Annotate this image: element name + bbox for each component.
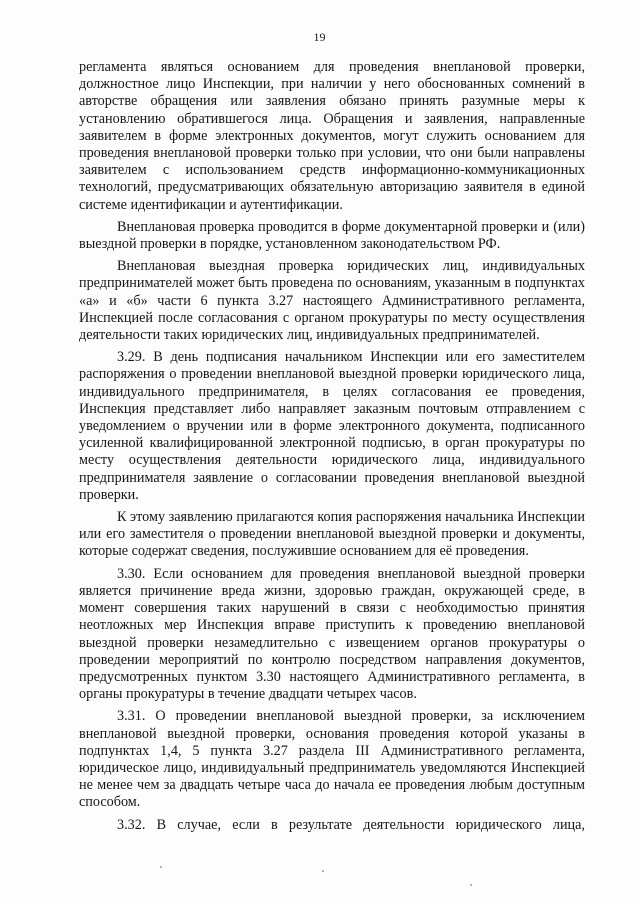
paragraph-3-29: 3.29. В день подписания начальником Инспекции или его заместителем распоряжения о проведении внеплановой выездной проверки юридического лица, индивидуального предпринимателя, в целях согласования ее проведения, Инспекция представляет либо направляет заказным почтовым отправлением с уведомлением о вручении или в форме электронного документа, подписанного усиленной квалифицированной электронной подписью, в орган прокуратуры по месту осуществления деятельности юридического лица, индивидуального предпринимателя заявление о согласовании проведения внеплановой выездной проверки. bbox=[79, 349, 585, 503]
scan-speck bbox=[470, 884, 472, 886]
paragraph-3-31: 3.31. О проведении внеплановой выездной проверки, за исключением внеплановой выездной проверки, основания проведения которой указаны в подпунктах 1,4, 5 пункта 3.27 раздела III Административного регламента, юридическое лицо, индивидуальный предприниматель уведомляются Инспекцией не менее чем за двадцать четыре часа до начала ее проведения любым доступным способом. bbox=[79, 708, 585, 811]
paragraph-3-32: 3.32. В случае, если в результате деятельности юридического лица, bbox=[117, 816, 585, 833]
scan-speck bbox=[322, 870, 324, 872]
paragraph-continuation: регламента являться основанием для проведения внеплановой проверки, должностное лицо Инспекции, при наличии у него обоснованных сомнений в авторстве обращения или заявления обязано принять разумные меры к установлению обратившегося лица. Обращения и заявления, направленные заявителем в форме электронных документов, могут служить основанием для проведения внеплановой проверки только при условии, что они были направлены заявителем с использованием средств информационно-коммуникационных технологий, предусматривающих обязательную авторизацию заявителя в единой системе идентификации и аутентификации. bbox=[79, 59, 585, 213]
paragraph-inspection-form: Внеплановая проверка проводится в форме документарной проверки и (или) выездной проверки в порядке, установленном законодательством РФ. bbox=[79, 218, 585, 253]
paragraph-onsite-inspection: Внеплановая выездная проверка юридических лиц, индивидуальных предпринимателей может быть проведена по основаниям, указанным в подпунктах «а» и «б» части 6 пункта 3.27 настоящего Административного регламента, Инспекцией после согласования с органом прокуратуры по месту осуществления деятельности таких юридических лиц, индивидуальных предпринимателей. bbox=[79, 258, 585, 344]
page-number: 19 bbox=[313, 30, 326, 44]
scan-speck bbox=[160, 866, 162, 868]
paragraph-attachments: К этому заявлению прилагаются копия распоряжения начальника Инспекции или его заместителя о проведении внеплановой выездной проверки и документы, которые содержат сведения, послужившие основанием для её проведения. bbox=[79, 509, 585, 560]
paragraph-3-30: 3.30. Если основанием для проведения внеплановой выездной проверки является причинение вреда жизни, здоровью граждан, окружающей среде, в момент совершения таких нарушений в связи с необходимостью принятия неотложных мер Инспекция вправе приступить к проведению внеплановой выездной проверки незамедлительно с извещением органов прокуратуры о проведении мероприятий по контролю посредством направления документов, предусмотренных пунктом 3.30 настоящего Административного регламента, в органы прокуратуры в течение двадцати четырех часов. bbox=[79, 565, 585, 703]
document-body bbox=[79, 59, 585, 834]
